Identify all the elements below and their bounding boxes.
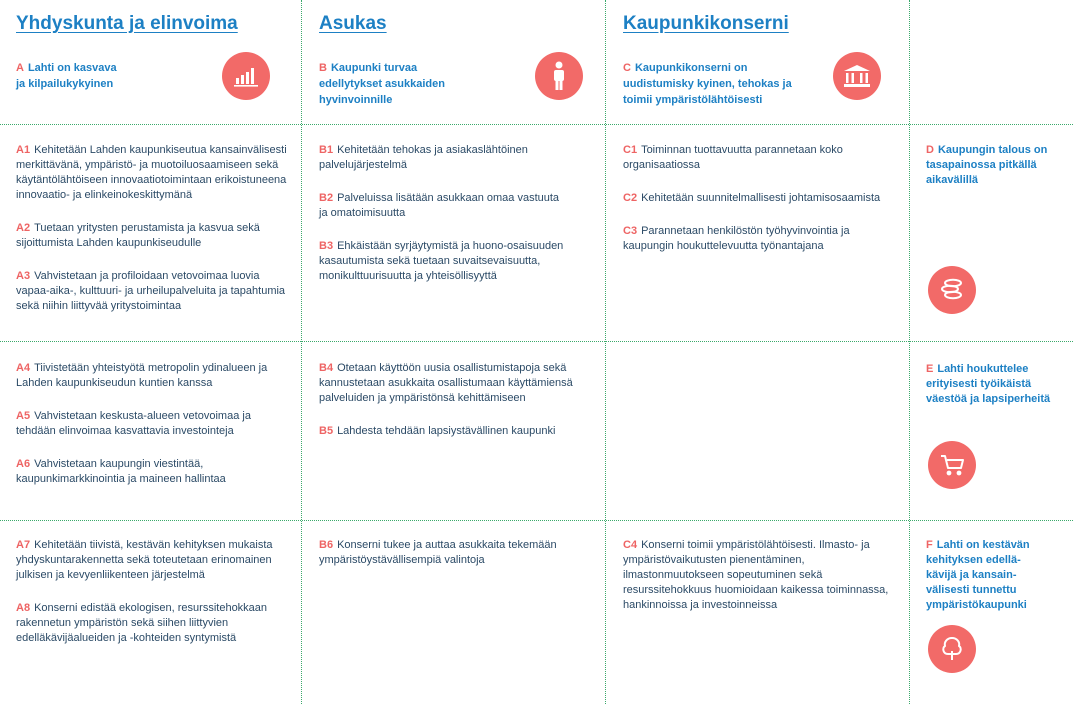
list-item: A4 Tiivistetään yhteistyötä metropolin ydinalueen ja Lahden kaupunkiseudun kuntien kanssa <box>16 362 268 389</box>
goal-a <box>16 60 126 92</box>
list-item: B1 Kehitetään tehokas ja asiakaslähtöinen palvelujärjestelmä <box>319 144 528 171</box>
list-item: C1 Toiminnan tuottavuutta parannetaan koko organisaatiossa <box>623 144 843 171</box>
row1-col-b-items <box>319 143 567 302</box>
column-divider <box>605 0 606 704</box>
row1-col-c-items <box>623 143 888 272</box>
column-title-yhdyskunta: Yhdyskunta ja elinvoima <box>16 13 238 34</box>
column-divider <box>301 0 302 704</box>
goal-text: Kaupunkikonserni on uudistumisky kyinen, tehokas ja toimii ympäristölähtöisesti <box>623 62 792 106</box>
list-item: A3 Vahvistetaan ja profiloidaan vetovoimaa luovia vapaa-aika-, kulttuuri- ja urheilupalveluita ja tapahtumia sekä niihin liittyvää yritystoimintaa <box>16 270 286 312</box>
goal-c <box>623 60 808 108</box>
list-item: C2 Kehitetään suunnitelmallisesti johtamisosaamista <box>623 192 881 204</box>
side-goal-e: E Lahti houkuttelee erityisesti työikäistä väestöä ja lapsiperheitä <box>926 363 1051 405</box>
row3-col-b-items <box>319 538 591 586</box>
list-item: A7 Kehitetään tiivistä, kestävän kehityksen mukaista yhdyskuntarakennetta sekä toteutetaan erinomainen julkisen ja kevyenliikenteen järjestelmä <box>16 539 273 581</box>
stroller-icon <box>928 441 976 489</box>
list-item: B5 Lahdesta tehdään lapsiystävällinen kaupunki <box>319 425 556 437</box>
person-icon <box>535 52 583 100</box>
row3-col-a-items <box>16 538 288 664</box>
row-divider <box>0 520 1073 521</box>
side-goal-d: D Kaupungin talous on tasapainossa pitkällä aikavälillä <box>926 144 1048 186</box>
row-divider <box>0 124 1073 125</box>
list-item: B6 Konserni tukee ja auttaa asukkaita tekemään ympäristöystävällisempiä valintoja <box>319 539 557 566</box>
side-goal-f: F Lahti on kestävän kehityksen edellä-kävijä ja kansain-välisesti tunnettu ympäristökaupunki <box>926 539 1030 611</box>
bar-chart-icon <box>222 52 270 100</box>
coins-icon <box>928 266 976 314</box>
row-divider <box>0 341 1073 342</box>
row1-col-a-items <box>16 143 288 332</box>
list-item: A8 Konserni edistää ekologisen, resurssitehokkaan rakennetun ympäristön sekä siihen liittyvien edelläkävijäalueiden ja -kohteiden syntymistä <box>16 602 268 644</box>
list-item: B3 Ehkäistään syrjäytymistä ja huono-osaisuuden kasautumista sekä tuetaan suvaitsevaisuutta, monikulttuurisuutta ja yhteisöllisyyttä <box>319 240 564 282</box>
list-item: A1 Kehitetään Lahden kaupunkiseutua kansainvälisesti merkittävänä, ympäristö- ja muotoiluosaamiseen sekä käytäntölähtöiseen innovaatiotoimintaan erikoistuneena innovaatio- ja elinkeinokeskittymänä <box>16 144 287 201</box>
goal-text: Kaupunki turvaa edellytykset asukkaiden hyvinvoinnille <box>319 62 445 106</box>
goal-code: B <box>319 62 327 74</box>
government-building-icon <box>833 52 881 100</box>
column-divider <box>909 0 910 704</box>
row2-col-b-items <box>319 361 581 457</box>
goal-b <box>319 60 479 108</box>
list-item: A2 Tuetaan yritysten perustamista ja kasvua sekä sijoittumista Lahden kaupunkiseudulle <box>16 222 260 249</box>
tree-icon <box>928 625 976 673</box>
list-item: C3 Parannetaan henkilöstön työhyvinvointia ja kaupungin houkuttelevuutta työnantajana <box>623 225 850 252</box>
goal-code: C <box>623 62 631 74</box>
list-item: B4 Otetaan käyttöön uusia osallistumistapoja sekä kannustetaan asukkaita osallistumaan käyttämiensä palveluiden ja ympäristönsä kehittämiseen <box>319 362 573 404</box>
goal-code: A <box>16 62 24 74</box>
row3-col-c-items <box>623 538 895 631</box>
list-item: A5 Vahvistetaan keskusta-alueen vetovoimaa ja tehdään elinvoimaa kasvattavia investointeja <box>16 410 251 437</box>
column-title-kaupunkikonserni: Kaupunkikonserni <box>623 13 789 34</box>
row2-col-a-items <box>16 361 288 505</box>
list-item: B2 Palveluissa lisätään asukkaan omaa vastuuta ja omatoimisuutta <box>319 192 560 219</box>
column-title-asukas: Asukas <box>319 13 387 34</box>
goal-text: Lahti on kasvava ja kilpailukykyinen <box>16 62 117 90</box>
list-item: C4 Konserni toimii ympäristölähtöisesti. Ilmasto- ja ympäristövaikutusten pienentäminen, ilmastonmuutokseen sopeutuminen sekä resurssitehokkuus huomioidaan kaikessa toiminnassa, hankinnoissa ja investoinneissa <box>623 539 889 611</box>
list-item: A6 Vahvistetaan kaupungin viestintää, kaupunkimarkkinointia ja maineen hallintaa <box>16 458 226 485</box>
